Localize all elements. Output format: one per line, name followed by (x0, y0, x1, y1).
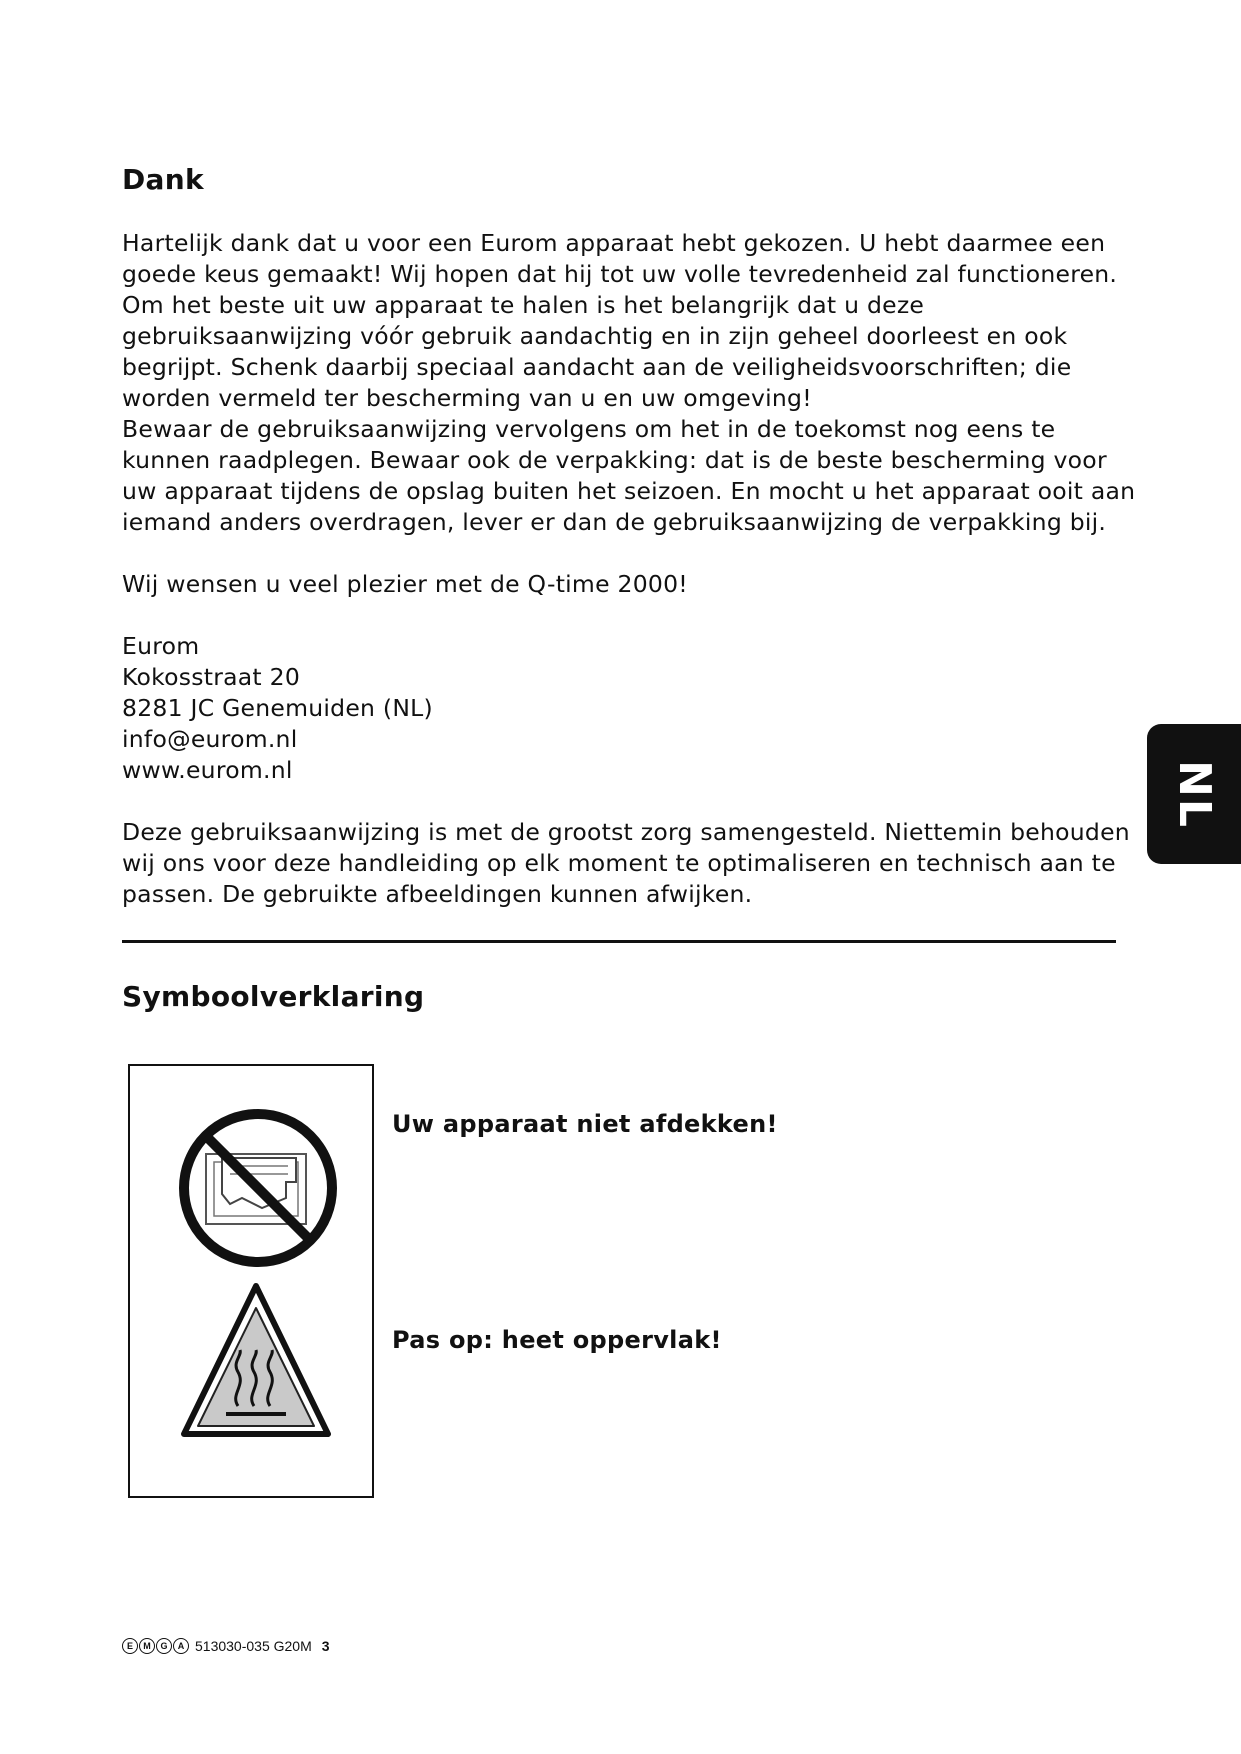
wish-text: Wij wensen u veel plezier met de Q-time 2000! (122, 570, 688, 598)
page-number: 3 (321, 1638, 330, 1654)
intro-line: uw apparaat tijdens de opslag buiten het seizoen. En mocht u het apparaat ooit aan (122, 477, 1136, 505)
intro-line: kunnen raadplegen. Bewaar ook de verpakking: dat is de beste bescherming voor (122, 446, 1107, 474)
language-tab (1147, 724, 1241, 864)
disclaimer-line: wij ons voor deze handleiding op elk moment te optimaliseren en technisch aan te (122, 849, 1116, 877)
hot-surface-warning-icon (130, 1276, 372, 1456)
document-code: 513030-035 G20M (195, 1638, 312, 1654)
heading-dank: Dank (122, 163, 204, 196)
heading-symbols: Symboolverklaring (122, 980, 425, 1013)
do-not-cover-icon (130, 1086, 372, 1286)
address-company: Eurom (122, 632, 200, 660)
address-block (122, 631, 1132, 786)
address-street: Kokosstraat 20 (122, 663, 301, 691)
symbol-panel (128, 1064, 374, 1498)
address-website: www.eurom.nl (122, 756, 293, 784)
symbol-label-do-not-cover: Uw apparaat niet afdekken! (392, 1110, 778, 1138)
intro-line: Om het beste uit uw apparaat te halen is het belangrijk dat u deze (122, 291, 925, 319)
logo-letter: M (139, 1638, 155, 1654)
address-city: 8281 JC Genemuiden (NL) (122, 694, 433, 722)
logo-letter: E (122, 1638, 138, 1654)
symbol-label-hot-surface: Pas op: heet oppervlak! (392, 1326, 722, 1354)
intro-line: begrijpt. Schenk daarbij speciaal aandacht aan de veiligheidsvoorschriften; die (122, 353, 1072, 381)
intro-line: iemand anders overdragen, lever er dan de gebruiksaanwijzing de verpakking bij. (122, 508, 1107, 536)
intro-line: worden vermeld ter bescherming van u en uw omgeving! (122, 384, 812, 412)
logo-letter: G (156, 1638, 172, 1654)
emga-logo (122, 1638, 189, 1654)
logo-letter: A (173, 1638, 189, 1654)
section-divider (122, 940, 1116, 943)
intro-line: goede keus gemaakt! Wij hopen dat hij tot uw volle tevredenheid zal functioneren. (122, 260, 1118, 288)
disclaimer-line: passen. De gebruikte afbeeldingen kunnen afwijken. (122, 880, 753, 908)
intro-paragraph (122, 228, 1136, 538)
intro-line: Hartelijk dank dat u voor een Eurom apparaat hebt gekozen. U hebt daarmee een (122, 229, 1106, 257)
language-tab-label: NL (1168, 759, 1220, 829)
disclaimer-paragraph (122, 817, 1132, 910)
address-email: info@eurom.nl (122, 725, 298, 753)
disclaimer-line: Deze gebruiksaanwijzing is met de grootst zorg samengesteld. Niettemin behouden (122, 818, 1130, 846)
page-footer (122, 1636, 330, 1656)
intro-line: Bewaar de gebruiksaanwijzing vervolgens om het in de toekomst nog eens te (122, 415, 1056, 443)
intro-line: gebruiksaanwijzing vóór gebruik aandachtig en in zijn geheel doorleest en ook (122, 322, 1068, 350)
